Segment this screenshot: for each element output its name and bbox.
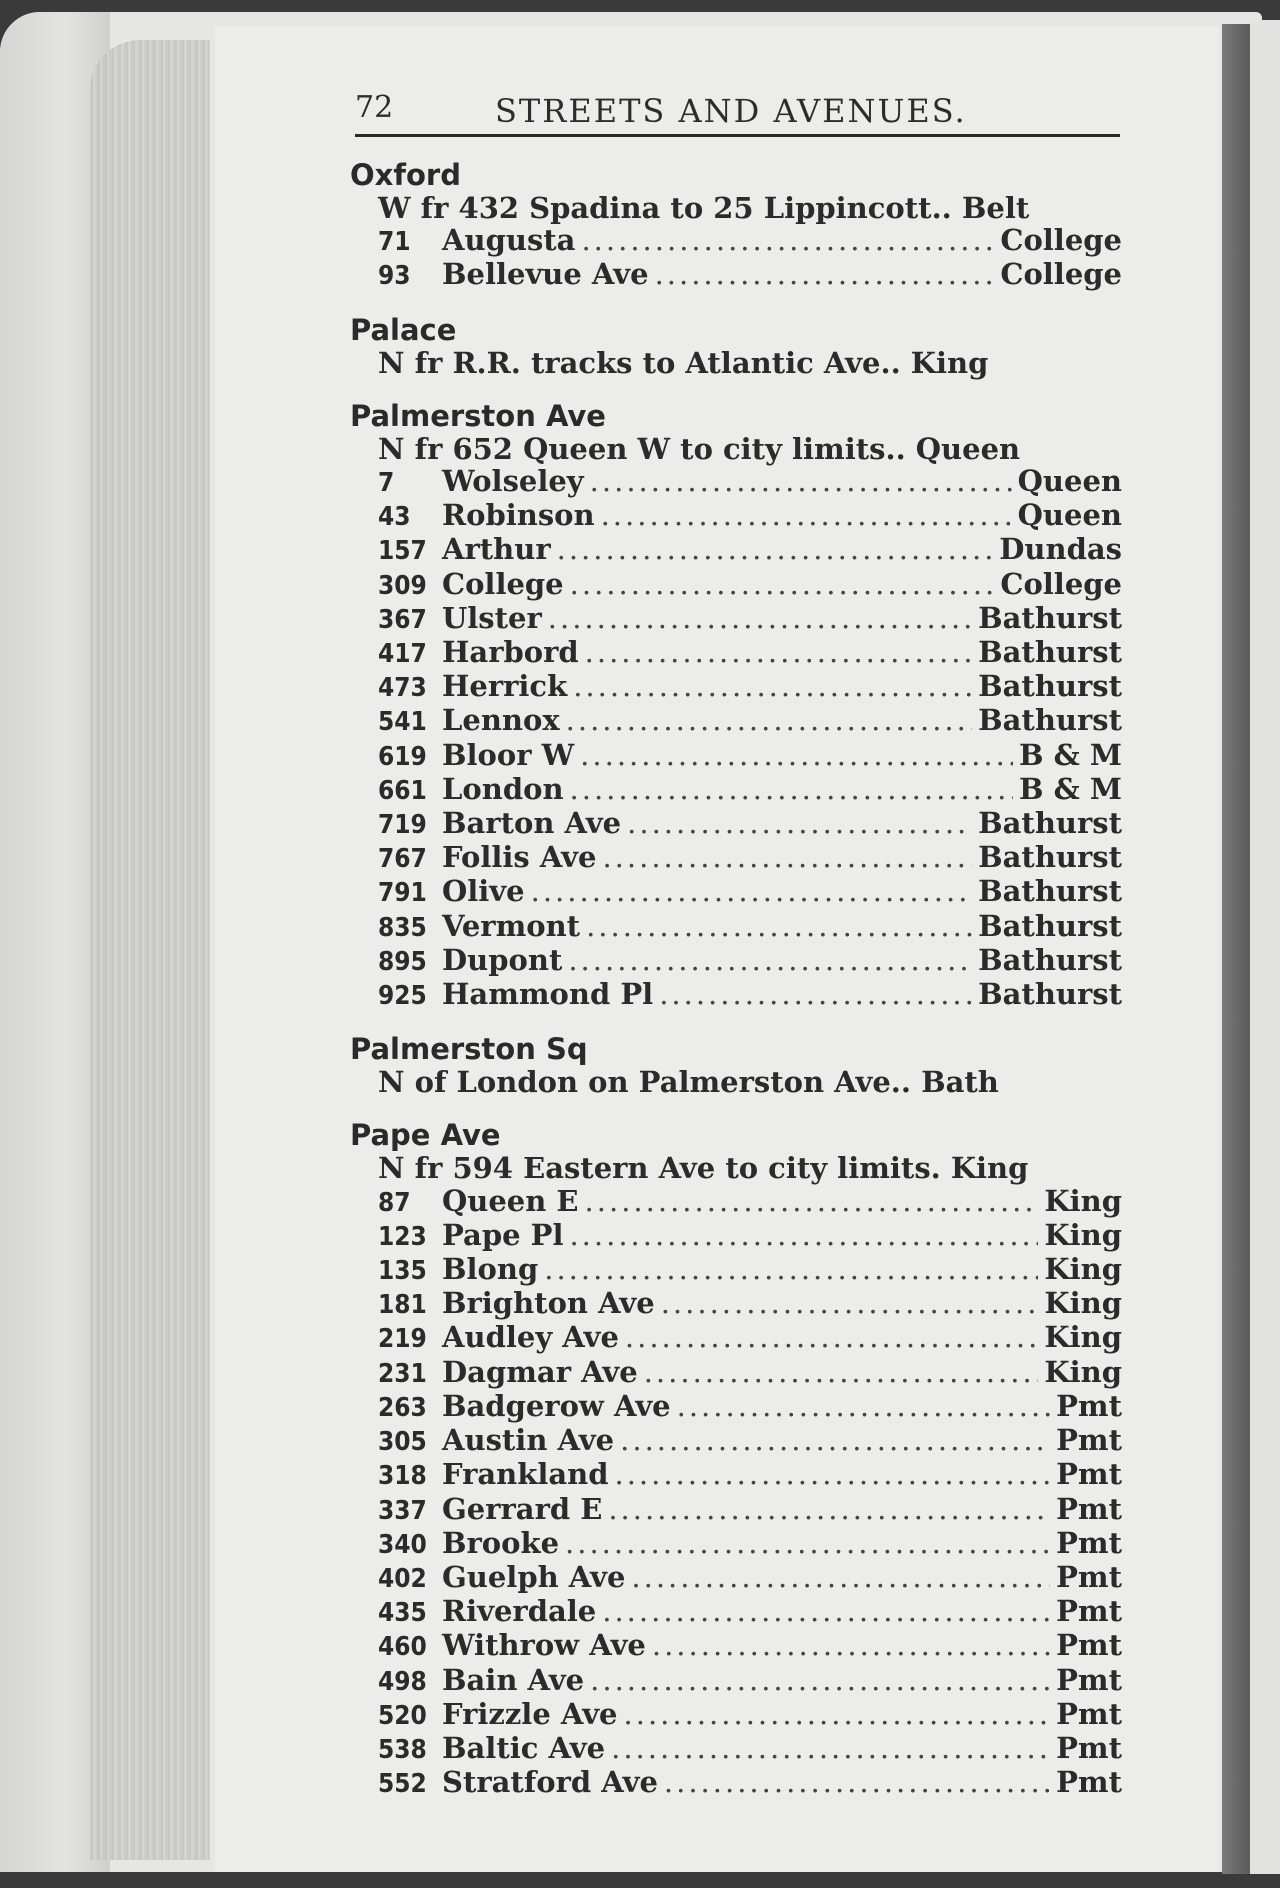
cross-street-row bbox=[350, 224, 1122, 258]
street-description: N fr 652 Queen W to city limits.. Queen bbox=[378, 431, 1021, 466]
dot-leader bbox=[580, 739, 1013, 771]
page-edges bbox=[90, 40, 210, 1860]
dot-leader bbox=[573, 670, 972, 702]
street-description: N fr 594 Eastern Ave to city limits. King bbox=[378, 1151, 1029, 1186]
house-number: 925 bbox=[378, 981, 427, 1012]
house-number: 157 bbox=[378, 536, 427, 567]
ward-name: King bbox=[1044, 1286, 1122, 1321]
ward-name: Queen bbox=[1017, 464, 1122, 499]
cross-street-row bbox=[350, 1732, 1122, 1766]
house-number: 318 bbox=[378, 1461, 427, 1492]
dot-leader bbox=[570, 568, 995, 600]
house-number: 619 bbox=[378, 741, 427, 772]
house-number: 7 bbox=[378, 468, 395, 499]
street-name: Palace bbox=[350, 312, 457, 347]
cross-street-name: Hammond Pl bbox=[442, 977, 654, 1012]
dot-leader bbox=[585, 636, 972, 668]
house-number: 71 bbox=[378, 227, 411, 258]
cross-street-row bbox=[350, 1424, 1122, 1458]
street-listing bbox=[350, 158, 1122, 1820]
house-number: 93 bbox=[378, 261, 411, 292]
cross-street-name: Olive bbox=[442, 874, 525, 909]
street-section bbox=[350, 1118, 1122, 1800]
cross-street-row bbox=[350, 704, 1122, 738]
dot-leader bbox=[590, 1664, 1050, 1696]
dot-leader bbox=[544, 1253, 1038, 1285]
cross-street-name: Frankland bbox=[442, 1457, 609, 1492]
page-title: STREETS AND AVENUES. bbox=[495, 92, 967, 130]
dot-leader bbox=[624, 1698, 1051, 1730]
cross-street-row bbox=[350, 499, 1122, 533]
facing-page-strip bbox=[1250, 20, 1280, 1874]
house-number: 181 bbox=[378, 1290, 427, 1321]
street-description: N fr R.R. tracks to Atlantic Ave.. King bbox=[378, 345, 989, 380]
dot-leader bbox=[620, 1424, 1050, 1456]
street-name: Pape Ave bbox=[350, 1118, 501, 1153]
cross-street-row bbox=[350, 636, 1122, 670]
page-binding-edge bbox=[1222, 24, 1250, 1874]
cross-street-row bbox=[350, 1458, 1122, 1492]
cross-street-row bbox=[350, 670, 1122, 704]
dot-leader bbox=[615, 1458, 1051, 1490]
cross-street-row bbox=[350, 1287, 1122, 1321]
cross-street-name: Arthur bbox=[442, 532, 551, 567]
dot-leader bbox=[531, 875, 973, 907]
cross-street-name: Ulster bbox=[442, 600, 542, 635]
house-number: 719 bbox=[378, 810, 427, 841]
street-section bbox=[350, 1032, 1122, 1098]
cross-street-name: Pape Pl bbox=[442, 1217, 564, 1252]
dot-leader bbox=[644, 1356, 1039, 1388]
cross-street-row bbox=[350, 602, 1122, 636]
house-number: 541 bbox=[378, 707, 427, 738]
dot-leader bbox=[568, 944, 972, 976]
dot-leader bbox=[566, 704, 972, 736]
cross-street-name: Badgerow Ave bbox=[442, 1388, 671, 1423]
cross-street-name: Harbord bbox=[442, 635, 579, 670]
house-number: 661 bbox=[378, 775, 427, 806]
cross-street-name: Gerrard E bbox=[442, 1491, 603, 1526]
ward-name: College bbox=[1000, 223, 1122, 258]
cross-street-row bbox=[350, 1664, 1122, 1698]
house-number: 767 bbox=[378, 844, 427, 875]
cross-street-name: Frizzle Ave bbox=[442, 1696, 618, 1731]
cross-street-name: Lennox bbox=[442, 703, 560, 738]
house-number: 538 bbox=[378, 1734, 427, 1765]
dot-leader bbox=[659, 978, 972, 1010]
street-name: Palmerston Ave bbox=[350, 398, 606, 433]
house-number: 835 bbox=[378, 912, 427, 943]
ward-name: Pmt bbox=[1056, 1662, 1122, 1697]
dot-leader bbox=[586, 910, 972, 942]
cross-street-name: Brooke bbox=[442, 1525, 560, 1560]
cross-street-row bbox=[350, 875, 1122, 909]
cross-street-name: London bbox=[442, 771, 564, 806]
ward-name: Pmt bbox=[1056, 1423, 1122, 1458]
house-number: 305 bbox=[378, 1427, 427, 1458]
ward-name: Bathurst bbox=[978, 635, 1122, 670]
cross-street-row bbox=[350, 1390, 1122, 1424]
ward-name: College bbox=[1000, 566, 1122, 601]
cross-street-name: Withrow Ave bbox=[442, 1628, 646, 1663]
dot-leader bbox=[608, 1493, 1050, 1525]
ward-name: Pmt bbox=[1056, 1765, 1122, 1800]
dot-leader bbox=[664, 1766, 1050, 1798]
ward-name: Pmt bbox=[1056, 1559, 1122, 1594]
cross-street-row bbox=[350, 841, 1122, 875]
cross-street-row bbox=[350, 1356, 1122, 1390]
house-number: 123 bbox=[378, 1221, 427, 1252]
dot-leader bbox=[625, 1321, 1039, 1353]
house-number: 219 bbox=[378, 1324, 427, 1355]
ward-name: Bathurst bbox=[978, 908, 1122, 943]
cross-street-name: Queen E bbox=[442, 1183, 579, 1218]
ward-name: King bbox=[1044, 1320, 1122, 1355]
house-number: 460 bbox=[378, 1632, 427, 1663]
street-description: W fr 432 Spadina to 25 Lippincott.. Belt bbox=[378, 191, 1030, 225]
dot-leader bbox=[565, 1527, 1050, 1559]
house-number: 402 bbox=[378, 1563, 427, 1594]
cross-street-name: College bbox=[442, 566, 564, 601]
ward-name: King bbox=[1044, 1354, 1122, 1389]
cross-street-row bbox=[350, 533, 1122, 567]
house-number: 895 bbox=[378, 946, 427, 977]
house-number: 263 bbox=[378, 1392, 427, 1423]
cross-street-row bbox=[350, 1766, 1122, 1800]
cross-street-name: Barton Ave bbox=[442, 806, 622, 841]
ward-name: Pmt bbox=[1056, 1457, 1122, 1492]
cross-street-name: Brighton Ave bbox=[442, 1286, 655, 1321]
cross-street-name: Robinson bbox=[442, 498, 595, 533]
dot-leader bbox=[569, 1219, 1038, 1251]
ward-name: King bbox=[1044, 1183, 1122, 1218]
house-number: 87 bbox=[378, 1187, 411, 1218]
cross-street-row bbox=[350, 1219, 1122, 1253]
house-number: 520 bbox=[378, 1700, 427, 1731]
ward-name: College bbox=[1000, 257, 1122, 292]
dot-leader bbox=[602, 1595, 1050, 1627]
cross-street-row bbox=[350, 807, 1122, 841]
house-number: 231 bbox=[378, 1358, 427, 1389]
cross-street-name: Herrick bbox=[442, 669, 568, 704]
cross-street-row bbox=[350, 1561, 1122, 1595]
cross-street-name: Bellevue Ave bbox=[442, 257, 649, 292]
cross-street-row bbox=[350, 1527, 1122, 1561]
ward-name: Bathurst bbox=[978, 600, 1122, 635]
dot-leader bbox=[661, 1287, 1039, 1319]
street-section bbox=[350, 399, 1122, 1012]
house-number: 337 bbox=[378, 1495, 427, 1526]
cross-street-name: Bloor W bbox=[442, 737, 575, 772]
house-number: 43 bbox=[378, 502, 411, 533]
cross-street-name: Augusta bbox=[442, 223, 576, 258]
dot-leader bbox=[611, 1732, 1050, 1764]
ward-name: Bathurst bbox=[978, 703, 1122, 738]
house-number: 791 bbox=[378, 878, 427, 909]
dot-leader bbox=[652, 1629, 1050, 1661]
dot-leader bbox=[655, 258, 995, 290]
ward-name: Pmt bbox=[1056, 1388, 1122, 1423]
cross-street-row bbox=[350, 773, 1122, 807]
cross-street-row bbox=[350, 1595, 1122, 1629]
street-name: Oxford bbox=[350, 158, 461, 192]
cross-street-row bbox=[350, 910, 1122, 944]
cross-street-row bbox=[350, 1493, 1122, 1527]
cross-street-name: Austin Ave bbox=[442, 1423, 615, 1458]
cross-street-row bbox=[350, 1253, 1122, 1287]
ward-name: Bathurst bbox=[978, 669, 1122, 704]
house-number: 435 bbox=[378, 1598, 427, 1629]
ward-name: Dundas bbox=[999, 532, 1122, 567]
cross-street-name: Stratford Ave bbox=[442, 1765, 658, 1800]
street-section bbox=[350, 313, 1122, 379]
ward-name: Pmt bbox=[1056, 1594, 1122, 1629]
ward-name: Bathurst bbox=[978, 806, 1122, 841]
dot-leader bbox=[590, 465, 1012, 497]
dot-leader bbox=[602, 841, 972, 873]
cross-street-row bbox=[350, 1698, 1122, 1732]
cross-street-row bbox=[350, 944, 1122, 978]
house-number: 473 bbox=[378, 673, 427, 704]
cross-street-name: Dagmar Ave bbox=[442, 1354, 638, 1389]
dot-leader bbox=[581, 224, 994, 256]
dot-leader bbox=[557, 533, 994, 565]
ward-name: B & M bbox=[1019, 771, 1122, 806]
page-header bbox=[355, 84, 1120, 137]
cross-street-name: Guelph Ave bbox=[442, 1559, 626, 1594]
cross-street-row bbox=[350, 739, 1122, 773]
house-number: 552 bbox=[378, 1769, 427, 1800]
ward-name: Pmt bbox=[1056, 1525, 1122, 1560]
street-name: Palmerston Sq bbox=[350, 1032, 588, 1067]
page-number: 72 bbox=[355, 90, 394, 125]
house-number: 367 bbox=[378, 604, 427, 635]
ward-name: Pmt bbox=[1056, 1628, 1122, 1663]
ward-name: Bathurst bbox=[978, 840, 1122, 875]
cross-street-name: Audley Ave bbox=[442, 1320, 619, 1355]
ward-name: Pmt bbox=[1056, 1491, 1122, 1526]
dot-leader bbox=[601, 499, 1012, 531]
house-number: 498 bbox=[378, 1666, 427, 1697]
ward-name: Bathurst bbox=[978, 874, 1122, 909]
cross-street-row bbox=[350, 1321, 1122, 1355]
cross-street-name: Riverdale bbox=[442, 1594, 597, 1629]
cross-street-name: Bain Ave bbox=[442, 1662, 585, 1697]
dot-leader bbox=[677, 1390, 1050, 1422]
cross-street-name: Vermont bbox=[442, 908, 581, 943]
house-number: 309 bbox=[378, 570, 427, 601]
ward-name: Bathurst bbox=[978, 942, 1122, 977]
cross-street-row bbox=[350, 1629, 1122, 1663]
ward-name: Queen bbox=[1017, 498, 1122, 533]
cross-street-row bbox=[350, 1185, 1122, 1219]
cross-street-name: Follis Ave bbox=[442, 840, 597, 875]
cross-street-name: Wolseley bbox=[442, 464, 584, 499]
cross-street-name: Blong bbox=[442, 1252, 539, 1287]
ward-name: Bathurst bbox=[978, 977, 1122, 1012]
cross-street-name: Baltic Ave bbox=[442, 1730, 606, 1765]
dot-leader bbox=[570, 773, 1013, 805]
cross-street-row bbox=[350, 568, 1122, 602]
house-number: 135 bbox=[378, 1256, 427, 1287]
ward-name: Pmt bbox=[1056, 1696, 1122, 1731]
ward-name: King bbox=[1044, 1217, 1122, 1252]
house-number: 340 bbox=[378, 1529, 427, 1560]
dot-leader bbox=[627, 807, 972, 839]
ward-name: B & M bbox=[1019, 737, 1122, 772]
dot-leader bbox=[631, 1561, 1050, 1593]
street-section bbox=[350, 158, 1122, 293]
house-number: 417 bbox=[378, 639, 427, 670]
cross-street-row bbox=[350, 465, 1122, 499]
cross-street-row bbox=[350, 978, 1122, 1012]
ward-name: Pmt bbox=[1056, 1730, 1122, 1765]
street-description: N of London on Palmerston Ave.. Bath bbox=[378, 1065, 999, 1100]
dot-leader bbox=[548, 602, 972, 634]
ward-name: King bbox=[1044, 1252, 1122, 1287]
cross-street-row bbox=[350, 258, 1122, 292]
cross-street-name: Dupont bbox=[442, 942, 563, 977]
dot-leader bbox=[585, 1185, 1039, 1217]
